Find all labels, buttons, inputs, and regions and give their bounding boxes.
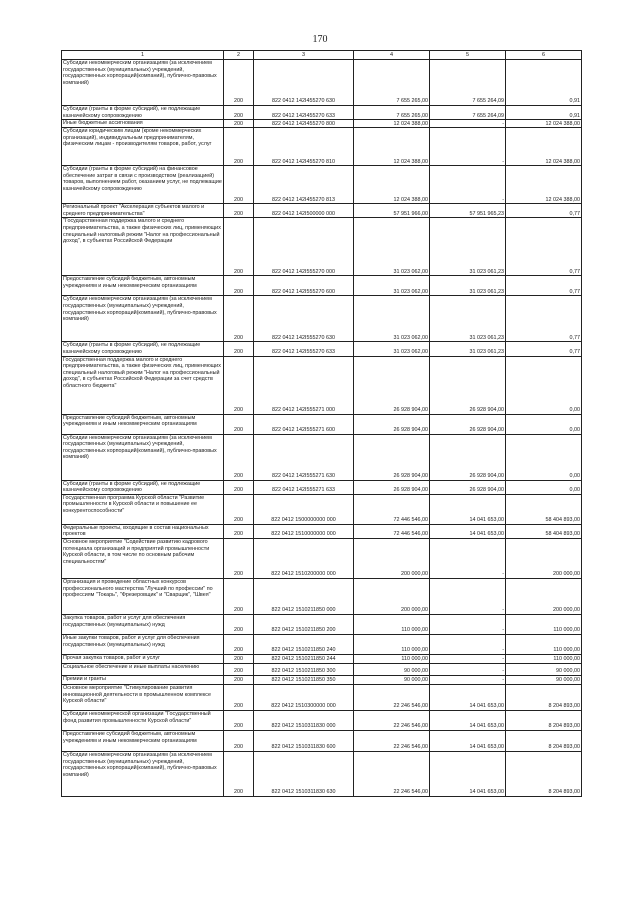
- row-approved-amount: 72 446 546,00: [354, 524, 430, 538]
- row-description: Региональный проект "Акселерация субъектов малого и среднего предпринимательства": [62, 204, 224, 218]
- table-row: [62, 524, 582, 538]
- row-approved-amount: 26 928 904,00: [354, 356, 430, 414]
- row-approved-amount: 110 000,00: [354, 634, 430, 654]
- row-unexecuted-amount: 110 000,00: [506, 634, 582, 654]
- row-description: Организация и проведение областных конкурсов профессионального мастерства "Лучший по профессии" по профессиям "Токарь", "Фрезеровщик" и "Сварщик", "Швея": [62, 578, 224, 614]
- row-approved-amount: 7 655 265,00: [354, 60, 430, 106]
- row-budget-classification-code: 822 0412 1510000000 000: [254, 524, 354, 538]
- row-executed-amount: -: [430, 166, 506, 204]
- row-admin-code: 200: [224, 434, 254, 480]
- row-unexecuted-amount: 110 000,00: [506, 614, 582, 634]
- row-approved-amount: 110 000,00: [354, 614, 430, 634]
- row-admin-code: 200: [224, 494, 254, 524]
- row-description: Предоставление субсидий бюджетным, автономным учреждениям и иным некоммерческим организациям: [62, 730, 224, 751]
- row-unexecuted-amount: 200 000,00: [506, 538, 582, 578]
- table-row: [62, 276, 582, 296]
- row-executed-amount: -: [430, 663, 506, 675]
- row-approved-amount: 200 000,00: [354, 538, 430, 578]
- row-description: Субсидии (гранты в форме субсидий) на финансовое обеспечение затрат в связи с производством (реализацией) товаров, выполнением работ, оказанием услуг, не подлежащие казначейскому сопровождению: [62, 166, 224, 204]
- table-row: [62, 751, 582, 796]
- row-budget-classification-code: 822 0412 142I455270 810: [254, 128, 354, 166]
- row-unexecuted-amount: 12 024 388,00: [506, 166, 582, 204]
- table-row: [62, 218, 582, 276]
- row-unexecuted-amount: 90 000,00: [506, 675, 582, 684]
- header-row: [62, 51, 582, 60]
- row-unexecuted-amount: 0,00: [506, 356, 582, 414]
- row-unexecuted-amount: 200 000,00: [506, 578, 582, 614]
- row-executed-amount: 14 041 653,00: [430, 751, 506, 796]
- row-executed-amount: 26 928 904,00: [430, 434, 506, 480]
- row-budget-classification-code: 822 0412 142I555271 000: [254, 356, 354, 414]
- row-executed-amount: 7 655 264,09: [430, 60, 506, 106]
- row-admin-code: 200: [224, 634, 254, 654]
- table-row: [62, 480, 582, 494]
- row-executed-amount: 14 041 653,00: [430, 684, 506, 710]
- row-admin-code: 200: [224, 538, 254, 578]
- row-admin-code: 200: [224, 614, 254, 634]
- row-executed-amount: -: [430, 634, 506, 654]
- row-approved-amount: 22 246 546,00: [354, 710, 430, 730]
- table-row: [62, 538, 582, 578]
- row-admin-code: 200: [224, 730, 254, 751]
- row-admin-code: 200: [224, 663, 254, 675]
- row-budget-classification-code: 822 0412 1510311830 600: [254, 730, 354, 751]
- table-row: [62, 120, 582, 128]
- row-admin-code: 200: [224, 710, 254, 730]
- row-unexecuted-amount: 0,91: [506, 106, 582, 120]
- table-row: [62, 663, 582, 675]
- row-admin-code: 200: [224, 128, 254, 166]
- row-executed-amount: 31 023 061,23: [430, 218, 506, 276]
- row-executed-amount: -: [430, 578, 506, 614]
- row-admin-code: 200: [224, 675, 254, 684]
- row-budget-classification-code: 822 0412 142I555270 633: [254, 342, 354, 356]
- row-description: Субсидии некоммерческим организациям (за исключением государственных (муниципальных) учреждений, государственных корпораций(компаний), публично-правовых компаний): [62, 751, 224, 796]
- row-executed-amount: -: [430, 538, 506, 578]
- row-approved-amount: 26 928 904,00: [354, 434, 430, 480]
- row-executed-amount: 26 928 904,00: [430, 356, 506, 414]
- row-approved-amount: 12 024 388,00: [354, 128, 430, 166]
- page-number: 170: [312, 34, 328, 45]
- row-unexecuted-amount: 12 024 388,00: [506, 128, 582, 166]
- row-unexecuted-amount: 12 024 388,00: [506, 120, 582, 128]
- table-row: [62, 710, 582, 730]
- row-executed-amount: 57 951 965,23: [430, 204, 506, 218]
- row-approved-amount: 110 000,00: [354, 654, 430, 663]
- table-row: [62, 434, 582, 480]
- row-budget-classification-code: 822 0412 1510211850 244: [254, 654, 354, 663]
- row-unexecuted-amount: 0,77: [506, 218, 582, 276]
- table-row: [62, 296, 582, 342]
- row-unexecuted-amount: 0,77: [506, 204, 582, 218]
- table-row: [62, 634, 582, 654]
- row-budget-classification-code: 822 0412 142I555271 633: [254, 480, 354, 494]
- row-admin-code: 200: [224, 120, 254, 128]
- row-description: Иные бюджетные ассигнования: [62, 120, 224, 128]
- row-budget-classification-code: 822 0412 1510211850 350: [254, 675, 354, 684]
- row-budget-classification-code: 822 0412 142I555271 600: [254, 414, 354, 434]
- row-executed-amount: 31 023 061,23: [430, 342, 506, 356]
- row-description: Иные закупки товаров, работ и услуг для обеспечения государственных (муниципальных) нужд: [62, 634, 224, 654]
- row-admin-code: 200: [224, 480, 254, 494]
- row-unexecuted-amount: 8 204 893,00: [506, 684, 582, 710]
- budget-execution-table: [61, 50, 582, 797]
- row-description: Федеральные проекты, входящие в состав национальных проектов: [62, 524, 224, 538]
- table-row: [62, 494, 582, 524]
- row-budget-classification-code: 822 0412 1510311830 000: [254, 710, 354, 730]
- row-approved-amount: 7 655 265,00: [354, 106, 430, 120]
- row-description: Основное мероприятие "Стимулирование развития инновационной деятельности в промышленном комплексе Курской области": [62, 684, 224, 710]
- column-header-2: 2: [224, 51, 254, 60]
- table-row: [62, 730, 582, 751]
- row-budget-classification-code: 822 0412 142I455270 813: [254, 166, 354, 204]
- table-row: [62, 578, 582, 614]
- row-admin-code: 200: [224, 751, 254, 796]
- table-row: [62, 106, 582, 120]
- table-row: [62, 128, 582, 166]
- row-budget-classification-code: 822 0412 1510311830 630: [254, 751, 354, 796]
- row-approved-amount: 22 246 546,00: [354, 751, 430, 796]
- row-unexecuted-amount: 8 204 893,00: [506, 730, 582, 751]
- row-budget-classification-code: 822 0412 1510211850 300: [254, 663, 354, 675]
- table-row: [62, 342, 582, 356]
- row-approved-amount: 12 024 388,00: [354, 120, 430, 128]
- table-row: [62, 204, 582, 218]
- row-approved-amount: 90 000,00: [354, 675, 430, 684]
- row-description: Социальное обеспечение и иные выплаты населению: [62, 663, 224, 675]
- row-admin-code: 200: [224, 414, 254, 434]
- row-approved-amount: 31 023 062,00: [354, 296, 430, 342]
- row-budget-classification-code: 822 0412 142I555271 630: [254, 434, 354, 480]
- table-row: [62, 614, 582, 634]
- row-executed-amount: -: [430, 654, 506, 663]
- row-unexecuted-amount: 58 404 893,00: [506, 494, 582, 524]
- row-admin-code: 200: [224, 524, 254, 538]
- row-approved-amount: 31 023 062,00: [354, 342, 430, 356]
- row-budget-classification-code: 822 0412 142I455270 630: [254, 60, 354, 106]
- table-row: [62, 675, 582, 684]
- row-executed-amount: 14 041 653,00: [430, 730, 506, 751]
- row-approved-amount: 22 246 546,00: [354, 730, 430, 751]
- row-budget-classification-code: 822 0412 142I455270 633: [254, 106, 354, 120]
- row-admin-code: 200: [224, 654, 254, 663]
- row-executed-amount: 14 041 653,00: [430, 494, 506, 524]
- row-unexecuted-amount: 110 000,00: [506, 654, 582, 663]
- row-description: Субсидии некоммерческим организациям (за исключением государственных (муниципальных) учреждений, государственных корпораций(компаний), публично-правовых компаний): [62, 434, 224, 480]
- row-unexecuted-amount: 0,00: [506, 434, 582, 480]
- row-description: Субсидии некоммерческим организациям (за исключением государственных (муниципальных) учреждений, государственных корпораций(компаний), публично-правовых компаний): [62, 60, 224, 106]
- row-unexecuted-amount: 0,77: [506, 296, 582, 342]
- row-approved-amount: 22 246 546,00: [354, 684, 430, 710]
- row-executed-amount: -: [430, 128, 506, 166]
- row-unexecuted-amount: 8 204 893,00: [506, 710, 582, 730]
- row-executed-amount: -: [430, 675, 506, 684]
- row-budget-classification-code: 822 0412 1510211850 000: [254, 578, 354, 614]
- row-budget-classification-code: 822 0412 1510200000 000: [254, 538, 354, 578]
- row-executed-amount: -: [430, 614, 506, 634]
- row-description: Государственная поддержка малого и среднего предпринимательства, а также физических лиц, применяющих специальный налоговый режим "Налог на профессиональный доход", в субъектах Российской Федерации за счет средств областного бюджета": [62, 356, 224, 414]
- row-admin-code: 200: [224, 204, 254, 218]
- row-description: Субсидии (гранты в форме субсидий), не подлежащие казначейскому сопровождению: [62, 106, 224, 120]
- row-budget-classification-code: 822 0412 142I555270 600: [254, 276, 354, 296]
- row-budget-classification-code: 822 0412 1510211850 240: [254, 634, 354, 654]
- row-unexecuted-amount: 8 204 893,00: [506, 751, 582, 796]
- table-row: [62, 60, 582, 106]
- row-budget-classification-code: 822 0412 142I555270 000: [254, 218, 354, 276]
- row-description: Предоставление субсидий бюджетным, автономным учреждениям и иным некоммерческим организациям: [62, 414, 224, 434]
- row-unexecuted-amount: 90 000,00: [506, 663, 582, 675]
- row-executed-amount: 14 041 653,00: [430, 524, 506, 538]
- row-admin-code: 200: [224, 684, 254, 710]
- row-budget-classification-code: 822 0412 1510300000 000: [254, 684, 354, 710]
- row-budget-classification-code: 822 0412 142I555270 630: [254, 296, 354, 342]
- row-approved-amount: 31 023 062,00: [354, 218, 430, 276]
- row-admin-code: 200: [224, 356, 254, 414]
- column-header-5: 5: [430, 51, 506, 60]
- row-unexecuted-amount: 0,91: [506, 60, 582, 106]
- column-header-4: 4: [354, 51, 430, 60]
- row-unexecuted-amount: 58 404 893,00: [506, 524, 582, 538]
- row-description: Субсидии (гранты в форме субсидий), не подлежащие казначейскому сопровождению: [62, 342, 224, 356]
- column-header-1: 1: [62, 51, 224, 60]
- row-description: Субсидии некоммерческой организации "Государственный фонд развития промышленности Курской области": [62, 710, 224, 730]
- row-approved-amount: 12 024 388,00: [354, 166, 430, 204]
- row-unexecuted-amount: 0,77: [506, 342, 582, 356]
- column-header-6: 6: [506, 51, 582, 60]
- table-row: [62, 654, 582, 663]
- row-unexecuted-amount: 0,00: [506, 480, 582, 494]
- row-admin-code: 200: [224, 578, 254, 614]
- row-approved-amount: 72 446 546,00: [354, 494, 430, 524]
- row-description: Государственная программа Курской области "Развитие промышленности в Курской области и повышение ее конкурентоспособности": [62, 494, 224, 524]
- row-executed-amount: 14 041 653,00: [430, 710, 506, 730]
- row-admin-code: 200: [224, 276, 254, 296]
- table-row: [62, 414, 582, 434]
- row-budget-classification-code: 822 0412 1500000000 000: [254, 494, 354, 524]
- column-header-3: 3: [254, 51, 354, 60]
- row-approved-amount: 90 000,00: [354, 663, 430, 675]
- row-description: Субсидии некоммерческим организациям (за исключением государственных (муниципальных) учреждений, государственных корпораций(компаний), публично-правовых компаний): [62, 296, 224, 342]
- row-description: Предоставление субсидий бюджетным, автономным учреждениям и иным некоммерческим организациям: [62, 276, 224, 296]
- row-budget-classification-code: 822 0412 1510211850 200: [254, 614, 354, 634]
- row-executed-amount: 31 023 061,23: [430, 296, 506, 342]
- row-admin-code: 200: [224, 342, 254, 356]
- row-approved-amount: 31 023 062,00: [354, 276, 430, 296]
- row-description: Прочая закупка товаров, работ и услуг: [62, 654, 224, 663]
- row-approved-amount: 26 928 904,00: [354, 414, 430, 434]
- row-description: Субсидии юридическим лицам (кроме некоммерческих организаций), индивидуальным предпринимателям, физическим лицам - производителям товаров, работ, услуг: [62, 128, 224, 166]
- row-description: Основное мероприятие "Содействие развитию кадрового потенциала организаций и предприятий промышленности Курской области, в том числе по основным рабочим специальностям": [62, 538, 224, 578]
- row-executed-amount: 26 928 904,00: [430, 414, 506, 434]
- row-unexecuted-amount: 0,77: [506, 276, 582, 296]
- table-row: [62, 166, 582, 204]
- row-admin-code: 200: [224, 60, 254, 106]
- row-description: "Государственная поддержка малого и среднего предпринимательства, а также физических лиц, применяющих специальный налоговый режим "Налог на профессиональный доход", в субъектах Российской Федерации: [62, 218, 224, 276]
- row-description: Премии и гранты: [62, 675, 224, 684]
- row-admin-code: 200: [224, 166, 254, 204]
- row-executed-amount: 26 928 904,00: [430, 480, 506, 494]
- row-approved-amount: 57 951 966,00: [354, 204, 430, 218]
- row-executed-amount: 7 655 264,09: [430, 106, 506, 120]
- table-row: [62, 684, 582, 710]
- row-admin-code: 200: [224, 218, 254, 276]
- row-executed-amount: 31 023 061,23: [430, 276, 506, 296]
- row-description: Закупка товаров, работ и услуг для обеспечения государственных (муниципальных) нужд: [62, 614, 224, 634]
- row-description: Субсидии (гранты в форме субсидий), не подлежащие казначейскому сопровождению: [62, 480, 224, 494]
- table-body: [62, 60, 582, 797]
- row-budget-classification-code: 822 0412 142I455270 800: [254, 120, 354, 128]
- row-approved-amount: 200 000,00: [354, 578, 430, 614]
- table-row: [62, 356, 582, 414]
- row-admin-code: 200: [224, 296, 254, 342]
- row-approved-amount: 26 928 904,00: [354, 480, 430, 494]
- row-executed-amount: -: [430, 120, 506, 128]
- row-admin-code: 200: [224, 106, 254, 120]
- row-unexecuted-amount: 0,00: [506, 414, 582, 434]
- row-budget-classification-code: 822 0412 142I500000 000: [254, 204, 354, 218]
